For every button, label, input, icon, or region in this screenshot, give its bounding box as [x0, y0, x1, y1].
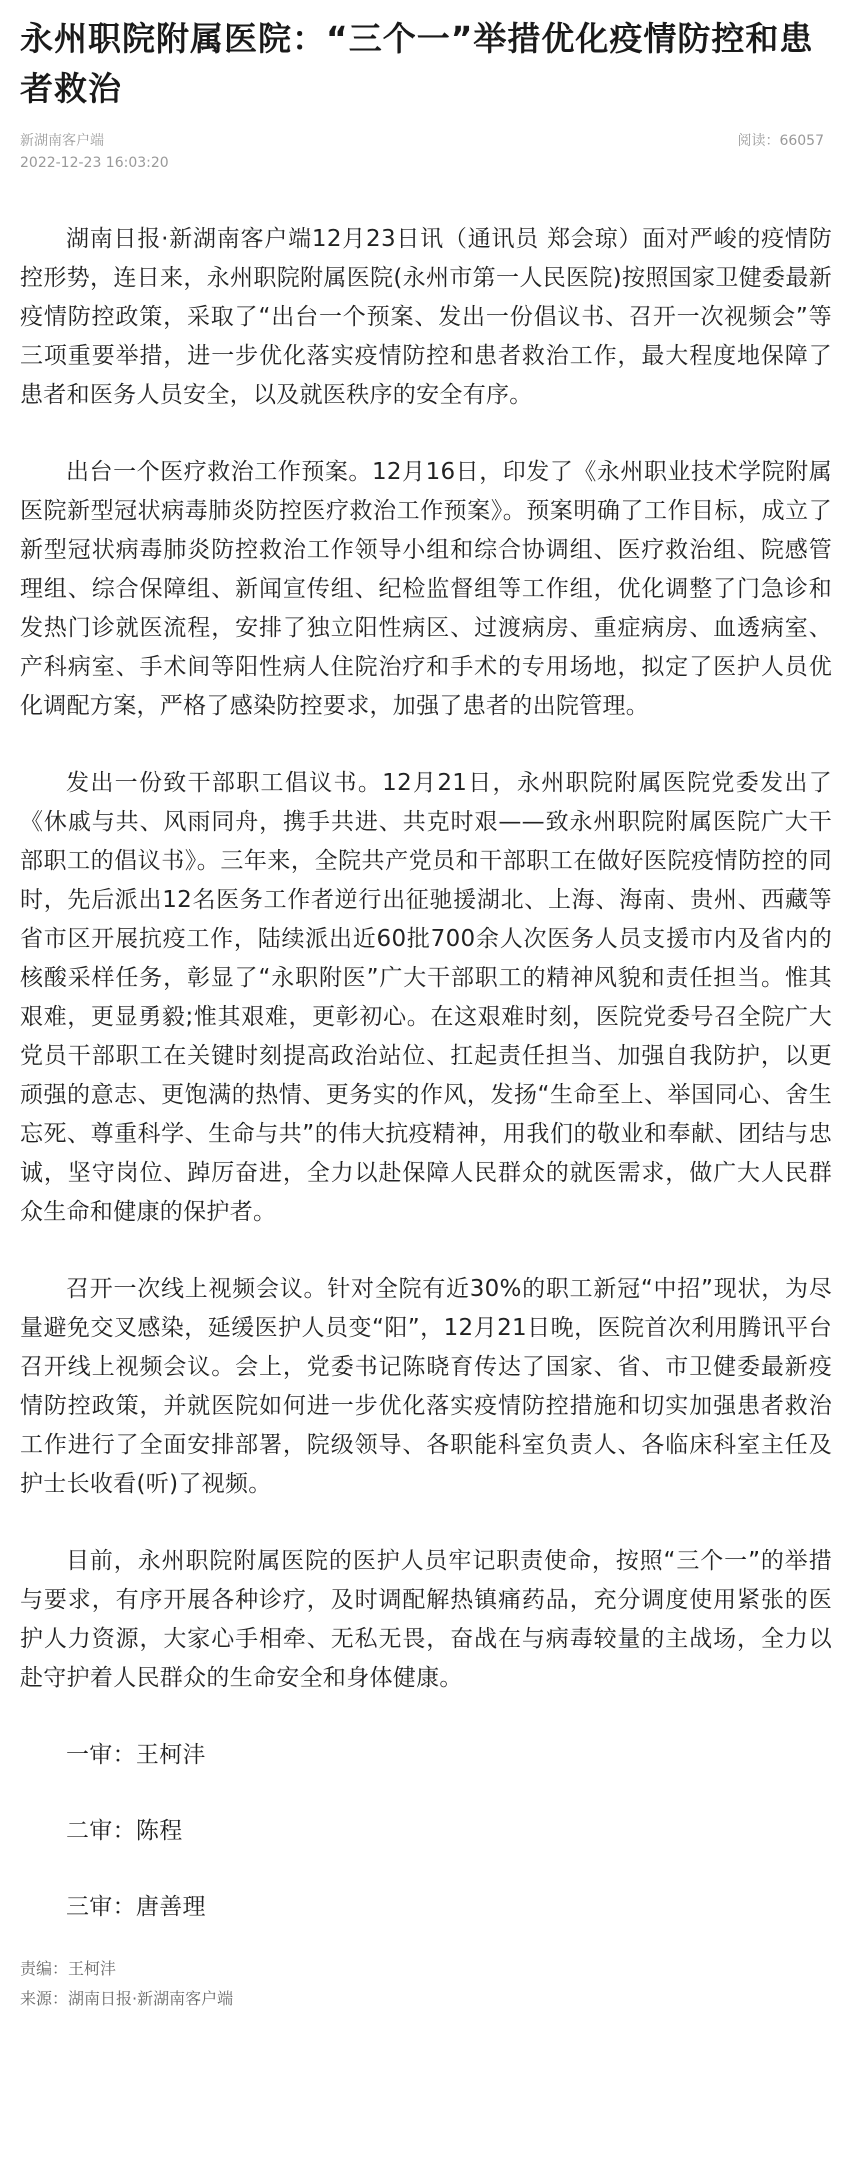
read-count [737, 130, 824, 152]
review-first: 一审：王柯沣 [66, 1742, 206, 1768]
review-second: 二审：陈程 [66, 1818, 183, 1844]
article-title: 永州职院附属医院：“三个一”举措优化疫情防控和患者救治 [20, 19, 814, 108]
body-paragraph: 湖南日报·新湖南客户端12月23日讯（通讯员 郑会琼）面对严峻的疫情防控形势，连日来，永州职院附属医院(永州市第一人民医院)按照国家卫健委最新疫情防控政策，采取了“出台一个预案、发出一份倡议书、召开一次视频会”等三项重要举措，进一步优化落实疫情防控和患者救治工作，最大程度地保障了患者和医务人员安全，以及就医秩序的安全有序。 [20, 226, 832, 408]
body-paragraph: 目前，永州职院附属医院的医护人员牢记职责使命，按照“三个一”的举措与要求，有序开展各种诊疗，及时调配解热镇痛药品，充分调度使用紧张的医护人力资源，大家心手相牵、无私无畏，奋战在与病毒较量的主战场，全力以赴守护着人民群众的生命安全和身体健康。 [20, 1548, 832, 1691]
read-count-value: 66057 [779, 133, 824, 149]
article-source: 新湖南客户端 [20, 133, 104, 149]
body-paragraph: 出台一个医疗救治工作预案。12月16日，印发了《永州职业技术学院附属医院新型冠状病毒肺炎防控医疗救治工作预案》。预案明确了工作目标，成立了新型冠状病毒肺炎防控救治工作领导小组和综合协调组、医疗救治组、院感管理组、综合保障组、新闻宣传组、纪检监督组等工作组，优化调整了门急诊和发热门诊就医流程，安排了独立阳性病区、过渡病房、重症病房、血透病室、产科病室、手术间等阳性病人住院治疗和手术的专用场地，拟定了医护人员优化调配方案，严格了感染防控要求，加强了患者的出院管理。 [20, 459, 832, 719]
responsible-editor: 责编：王柯沣 [20, 1959, 117, 1978]
article-origin: 来源：湖南日报·新湖南客户端 [20, 1989, 234, 2008]
review-third: 三审：唐善理 [66, 1894, 206, 1920]
read-count-label: 阅读： [737, 133, 780, 149]
article-footer [20, 1954, 832, 2014]
body-paragraph: 发出一份致干部职工倡议书。12月21日，永州职院附属医院党委发出了《休戚与共、风雨同舟，携手共进、共克时艰——致永州职院附属医院广大干部职工的倡议书》。三年来，全院共产党员和干部职工在做好医院疫情防控的同时，先后派出12名医务工作者逆行出征驰援湖北、上海、海南、贵州、西藏等省市区开展抗疫工作，陆续派出近60批700余人次医务人员支援市内及省内的核酸采样任务，彰显了“永职附医”广大干部职工的精神风貌和责任担当。惟其艰难，更显勇毅;惟其艰难，更彰初心。在这艰难时刻，医院党委号召全院广大党员干部职工在关键时刻提高政治站位、扛起责任担当、加强自我防护，以更顽强的意志、更饱满的热情、更务实的作风，发扬“生命至上、举国同心、舍生忘死、尊重科学、生命与共”的伟大抗疫精神，用我们的敬业和奉献、团结与忠诚，坚守岗位、踔厉奋进，全力以赴保障人民群众的就医需求，做广大人民群众生命和健康的保护者。 [20, 770, 832, 1225]
publish-time: 2022-12-23 16:03:20 [20, 155, 169, 171]
article-body [20, 220, 832, 1927]
body-paragraph: 召开一次线上视频会议。针对全院有近30%的职工新冠“中招”现状，为尽量避免交叉感染，延缓医护人员变“阳”，12月21日晚，医院首次利用腾讯平台召开线上视频会议。会上，党委书记陈晓育传达了国家、省、市卫健委最新疫情防控政策，并就医院如何进一步优化落实疫情防控措施和切实加强患者救治工作进行了全面安排部署，院级领导、各职能科室负责人、各临床科室主任及护士长收看(听)了视频。 [20, 1276, 832, 1497]
article-meta [20, 130, 832, 174]
